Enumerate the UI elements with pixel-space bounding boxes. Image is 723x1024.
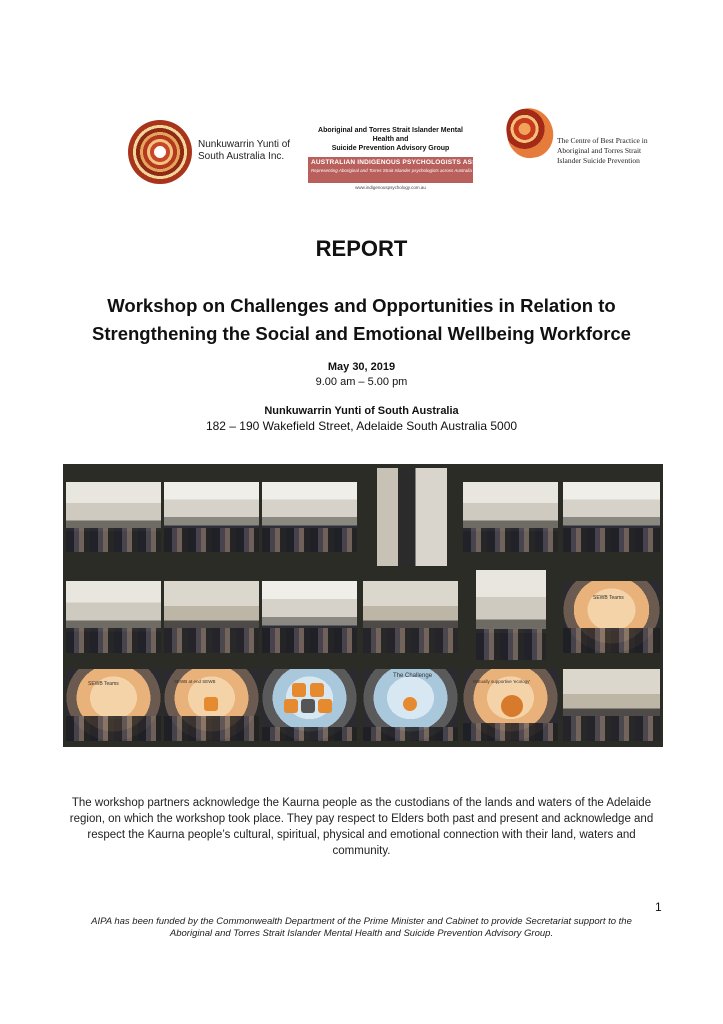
photo-speaker-lectern <box>377 468 447 566</box>
workshop-time: 9.00 am – 5.00 pm <box>315 376 408 388</box>
advisory-group-heading <box>308 126 473 153</box>
nunkuwarrin-logo-text <box>198 139 298 163</box>
photo-slide <box>363 669 458 741</box>
aipa-name: AUSTRALIAN INDIGENOUS PSYCHOLOGISTS ASSOCIATION <box>311 159 510 166</box>
dot-art-stone-icon <box>503 104 557 161</box>
slide-caption: SEWB Teams <box>593 595 624 601</box>
page-number: 1 <box>655 900 662 914</box>
photo-slide <box>262 669 357 741</box>
aipa-banner <box>308 157 510 183</box>
photo-room <box>262 581 357 653</box>
photo-room <box>363 581 458 653</box>
slide-caption: SEWB at end SEWB <box>174 679 216 684</box>
title-line1: Workshop on Challenges and Opportunities in Relation to <box>107 295 616 316</box>
cbp-line3: Islander Suicide Prevention <box>557 156 640 165</box>
venue-address: 182 – 190 Wakefield Street, Adelaide South Australia 5000 <box>205 419 518 433</box>
photo-slide <box>563 581 660 653</box>
footer-line1: AIPA has been funded by the Commonwealth Department of the Prime Minister and Cabinet to provide Secretariat support to the <box>91 916 632 927</box>
photo-room <box>66 581 161 653</box>
country-acknowledgement: The workshop partners acknowledge the Kaurna people as the custodians of the lands and waters of the Adelaide region, on which the workshop took place. They pay respect to Elders both past and present and acknowledge and respect the Kaurna people’s cultural, spiritual, physical and emotional connection with their land, waters and community. <box>69 797 654 857</box>
slide-caption: Mutually supportive 'ecology' <box>473 679 531 684</box>
venue-name: Nunkuwarrin Yunti of South Australia <box>264 405 459 417</box>
nunkuwarrin-line1: Nunkuwarrin Yunti of <box>198 139 291 150</box>
photo-slide <box>66 669 161 741</box>
photo-audience <box>66 482 161 552</box>
aipa-url: www.indigenouspsychology.com.au <box>355 185 426 190</box>
cbp-line1: The Centre of Best Practice in <box>557 136 648 145</box>
advisory-line1: Aboriginal and Torres Strait Islander Mental Health and <box>318 127 463 143</box>
photo-audience <box>563 482 660 552</box>
aipa-logo <box>308 126 510 190</box>
dot-art-circle-icon <box>128 120 192 184</box>
photo-slide <box>463 669 558 741</box>
photo-presenters <box>164 482 259 552</box>
cbp-logo-text <box>557 136 657 166</box>
photo-room <box>164 581 259 653</box>
photo-room <box>476 570 546 660</box>
photo-slide <box>164 669 259 741</box>
aipa-tagline: Representing Aboriginal and Torres Strait Islander psychologists across Australia <box>311 168 472 173</box>
slide-caption: SEWB Teams <box>88 681 119 687</box>
photo-presenters <box>262 482 357 552</box>
advisory-line2: Suicide Prevention Advisory Group <box>331 145 450 152</box>
workshop-title <box>40 292 683 348</box>
funding-footer <box>40 916 683 940</box>
cbp-logo <box>507 108 657 168</box>
photo-collage <box>63 464 663 747</box>
title-line2: Strengthening the Social and Emotional Wellbeing Workforce <box>92 323 631 344</box>
photo-room <box>563 669 660 741</box>
footer-line2: Aboriginal and Torres Strait Islander Mental Health and Suicide Prevention Advisory Group. <box>169 928 554 939</box>
cbp-line2: Aboriginal and Torres Strait <box>557 146 642 155</box>
report-heading: REPORT <box>315 236 408 261</box>
nunkuwarrin-logo <box>128 120 291 190</box>
photo-audience <box>463 482 558 552</box>
workshop-date: May 30, 2019 <box>327 361 396 373</box>
slide-caption: The Challenge <box>393 673 433 679</box>
nunkuwarrin-line2: South Australia Inc. <box>198 151 285 162</box>
